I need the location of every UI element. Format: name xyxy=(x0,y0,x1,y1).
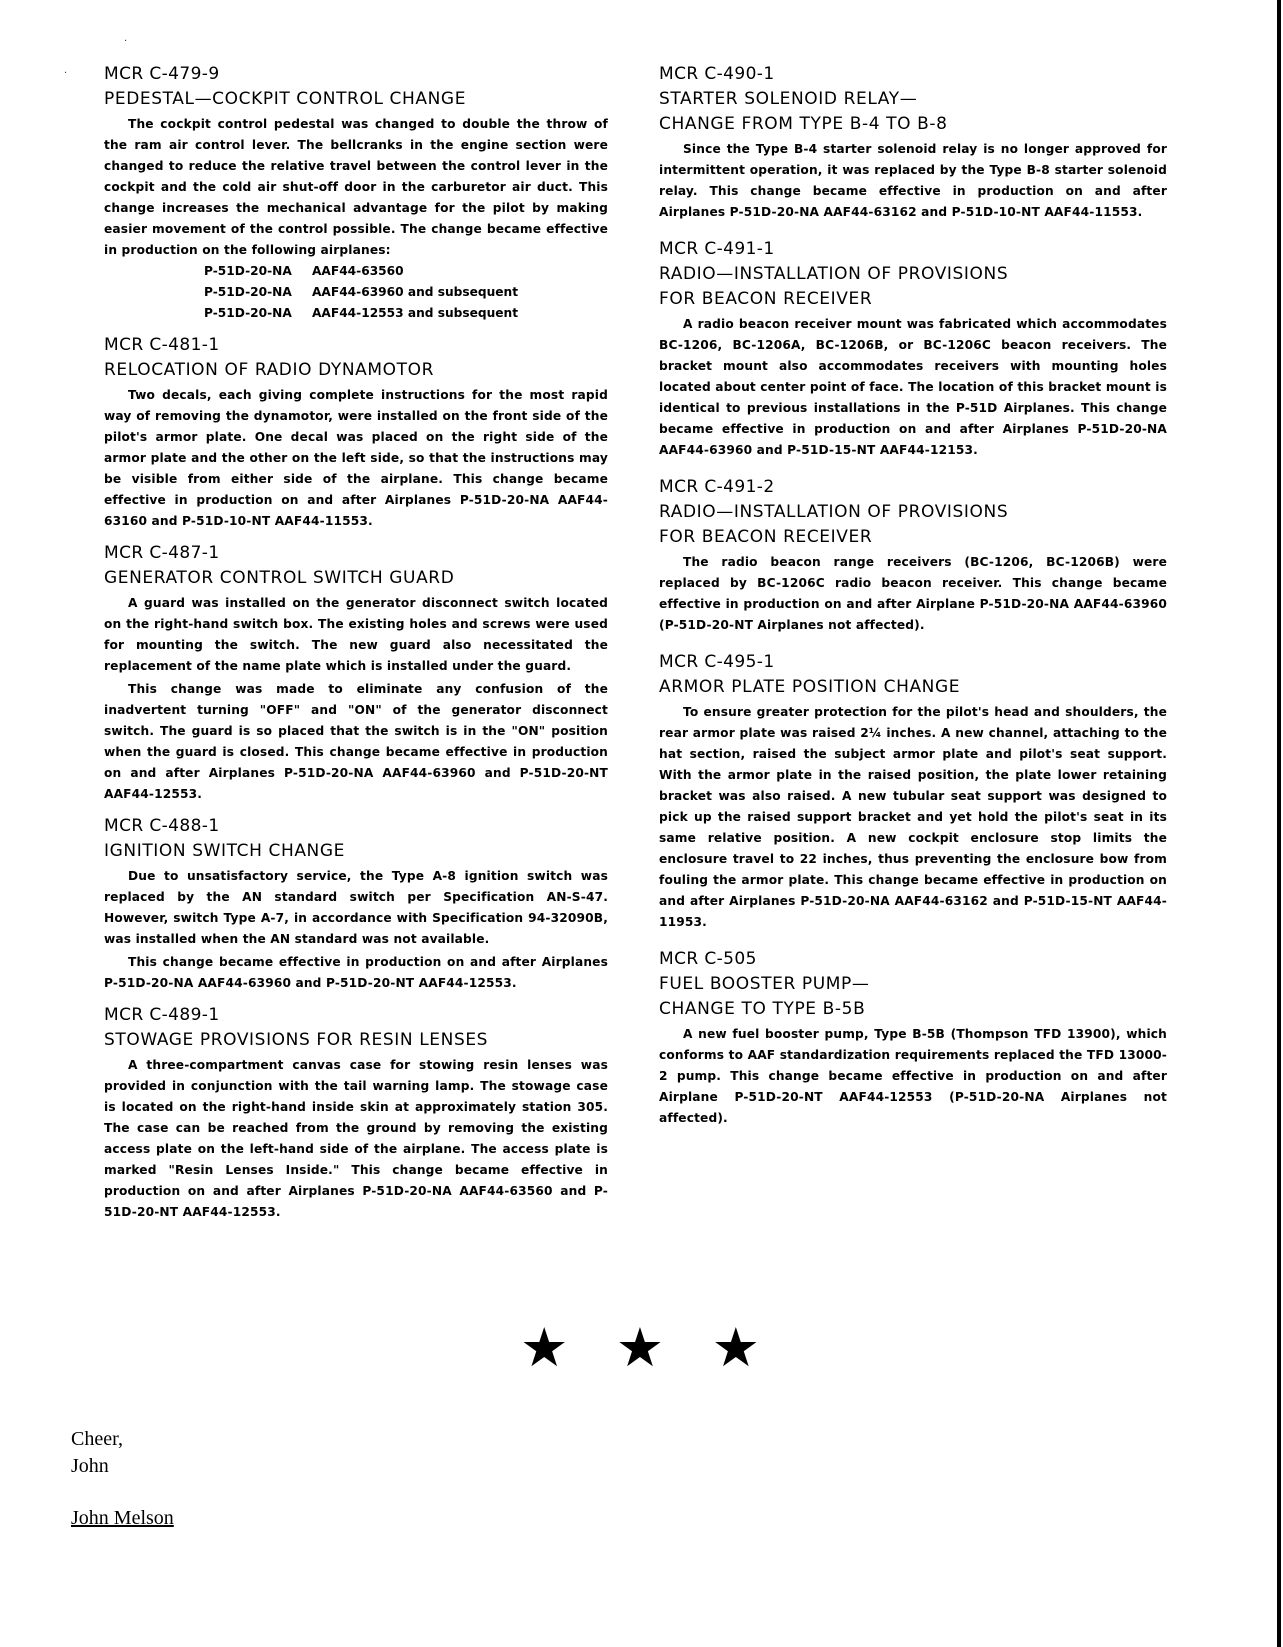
mcr-section xyxy=(104,1003,608,1223)
section-title: CHANGE TO TYPE B-5B xyxy=(659,999,866,1019)
section-title: FOR BEACON RECEIVER xyxy=(659,289,873,309)
mcr-section xyxy=(659,650,1167,933)
mcr-number: MCR C-487-1 xyxy=(104,543,220,563)
section-title: RADIO—INSTALLATION OF PROVISIONS xyxy=(659,264,1009,284)
section-title: CHANGE FROM TYPE B-4 TO B-8 xyxy=(659,114,948,134)
signature-name: John Melson xyxy=(71,1507,174,1529)
airplane-model: P-51D-20-NA xyxy=(204,264,292,278)
airplane-model: P-51D-20-NA xyxy=(204,285,292,299)
section-title: IGNITION SWITCH CHANGE xyxy=(104,841,345,861)
paragraph: A guard was installed on the generator disconnect switch located on the right-hand switch box. The existing holes and screws were used for mounting the switch. The new guard also necessitated the replacement of the name plate which is installed under the guard. xyxy=(104,596,608,673)
paragraph: Since the Type B-4 starter solenoid relay is no longer approved for intermittent operation, it was replaced by the Type B-8 starter solenoid relay. This change became effective in production on and after Airplanes P-51D-20-NA AAF44-63162 and P-51D-10-NT AAF44-11553. xyxy=(659,142,1167,219)
mcr-number: MCR C-489-1 xyxy=(104,1005,220,1025)
airplane-serial: AAF44-63960 and subsequent xyxy=(312,285,519,299)
section-title: STARTER SOLENOID RELAY— xyxy=(659,89,918,109)
star-icon: ★ xyxy=(711,1316,760,1379)
paragraph: A radio beacon receiver mount was fabricated which accommodates BC-1206, BC-1206A, BC-1206B, or BC-1206C beacon receivers. The bracket mount also accommodates receivers with mounting holes located about center point of face. The location of this bracket mount is identical to previous installations in the P-51D Airplanes. This change became effective in production on and after Airplanes P-51D-20-NA AAF44-63960 and P-51D-15-NT AAF44-12153. xyxy=(659,317,1167,457)
mcr-section xyxy=(659,947,1167,1129)
right-column xyxy=(659,62,1167,1143)
paragraph: To ensure greater protection for the pilot's head and shoulders, the rear armor plate was raised 2¼ inches. A new channel, attaching to the hat section, raised the subject armor plate and pilot's seat support. With the armor plate in the raised position, the plate lower retaining bracket was also raised. A new tubular seat support was designed to pick up the raised support bracket and yet hold the pilot's seat in its same relative position. A new cockpit enclosure stop limits the enclosure travel to 22 inches, thus preventing the enclosure bow from fouling the armor plate. This change became effective in production on and after Airplanes P-51D-20-NA AAF44-63162 and P-51D-15-NT AAF44-11953. xyxy=(659,705,1167,929)
star-icon: ★ xyxy=(615,1316,665,1379)
airplane-row xyxy=(204,282,608,303)
paragraph: The cockpit control pedestal was changed to double the throw of the ram air control lever. The bellcranks in the engine section were changed to reduce the relative travel between the control lever in the cockpit and the cold air shut-off door in the carburetor air duct. This change increases the mechanical advantage for the pilot by making easier movement of the control possible. The change became effective in production on the following airplanes: xyxy=(104,117,608,257)
star-icon: ★ xyxy=(520,1316,569,1379)
closing-salutation: Cheer, xyxy=(71,1428,123,1450)
airplane-serial: AAF44-12553 and subsequent xyxy=(312,306,519,320)
section-title: ARMOR PLATE POSITION CHANGE xyxy=(659,677,961,697)
mcr-section xyxy=(104,333,608,532)
scan-speck: · xyxy=(124,36,128,47)
paragraph: This change was made to eliminate any confusion of the inadvertent turning "OFF" and "ON" of the generator disconnect switch. The guard is so placed that the switch is in the "ON" position when the guard is closed. This change became effective in production on and after Airplanes P-51D-20-NA AAF44-63960 and P-51D-20-NT AAF44-12553. xyxy=(104,682,608,801)
paragraph: Due to unsatisfactory service, the Type A-8 ignition switch was replaced by the AN standard switch per Specification AN-S-47. However, switch Type A-7, in accordance with Specification 94-32090B, was installed when the AN standard was not available. xyxy=(104,869,608,946)
mcr-number: MCR C-505 xyxy=(659,949,757,969)
mcr-section xyxy=(659,475,1167,636)
mcr-number: MCR C-495-1 xyxy=(659,652,775,672)
mcr-number: MCR C-479-9 xyxy=(104,64,220,84)
paragraph: A three-compartment canvas case for stowing resin lenses was provided in conjunction with the tail warning lamp. The stowage case is located on the right-hand inside skin at approximately station 305. The case can be reached from the ground by removing the existing access plate on the left-hand side of the airplane. The access plate is marked "Resin Lenses Inside." This change became effective in production on and after Airplanes P-51D-20-NA AAF44-63560 and P-51D-20-NT AAF44-12553. xyxy=(104,1058,608,1219)
paragraph: This change became effective in production on and after Airplanes P-51D-20-NA AAF44-63960 and P-51D-20-NT AAF44-12553. xyxy=(104,955,608,990)
star-divider xyxy=(520,1318,760,1378)
section-title: RADIO—INSTALLATION OF PROVISIONS xyxy=(659,502,1009,522)
section-title: GENERATOR CONTROL SWITCH GUARD xyxy=(104,568,455,588)
closing-name: John xyxy=(71,1455,109,1477)
scan-speck: · xyxy=(64,68,68,79)
section-title: PEDESTAL—COCKPIT CONTROL CHANGE xyxy=(104,89,467,109)
mcr-number: MCR C-491-2 xyxy=(659,477,775,497)
closing-block xyxy=(71,1426,123,1480)
paragraph: A new fuel booster pump, Type B-5B (Thompson TFD 13900), which conforms to AAF standardization requirements replaced the TFD 13000-2 pump. This change became effective in production on and after Airplane P-51D-20-NT AAF44-12553 (P-51D-20-NA Airplanes not affected). xyxy=(659,1027,1167,1125)
mcr-section xyxy=(104,62,608,324)
section-title: FUEL BOOSTER PUMP— xyxy=(659,974,870,994)
airplane-model: P-51D-20-NA xyxy=(204,306,292,320)
mcr-number: MCR C-490-1 xyxy=(659,64,775,84)
airplane-row xyxy=(204,303,608,324)
paragraph: The radio beacon range receivers (BC-1206, BC-1206B) were replaced by BC-1206C radio beacon receiver. This change became effective in production on and after Airplane P-51D-20-NA AAF44-63960 (P-51D-20-NT Airplanes not affected). xyxy=(659,555,1167,632)
airplane-list xyxy=(204,261,608,324)
airplane-serial: AAF44-63560 xyxy=(312,264,404,278)
section-title: FOR BEACON RECEIVER xyxy=(659,527,873,547)
mcr-section xyxy=(104,814,608,994)
mcr-section xyxy=(104,541,608,805)
mcr-number: MCR C-488-1 xyxy=(104,816,220,836)
mcr-section xyxy=(659,62,1167,223)
mcr-number: MCR C-481-1 xyxy=(104,335,220,355)
mcr-number: MCR C-491-1 xyxy=(659,239,775,259)
section-title: STOWAGE PROVISIONS FOR RESIN LENSES xyxy=(104,1030,489,1050)
paragraph: Two decals, each giving complete instructions for the most rapid way of removing the dynamotor, were installed on the front side of the pilot's armor plate. One decal was placed on the right side of the armor plate and the other on the left side, so that the instructions may be visible from either side of the airplane. This change became effective in production on and after Airplanes P-51D-20-NA AAF44-63160 and P-51D-10-NT AAF44-11553. xyxy=(104,388,608,528)
page-border-right xyxy=(1277,0,1281,1647)
airplane-row xyxy=(204,261,608,282)
left-column xyxy=(104,62,608,1232)
section-title: RELOCATION OF RADIO DYNAMOTOR xyxy=(104,360,434,380)
mcr-section xyxy=(659,237,1167,461)
